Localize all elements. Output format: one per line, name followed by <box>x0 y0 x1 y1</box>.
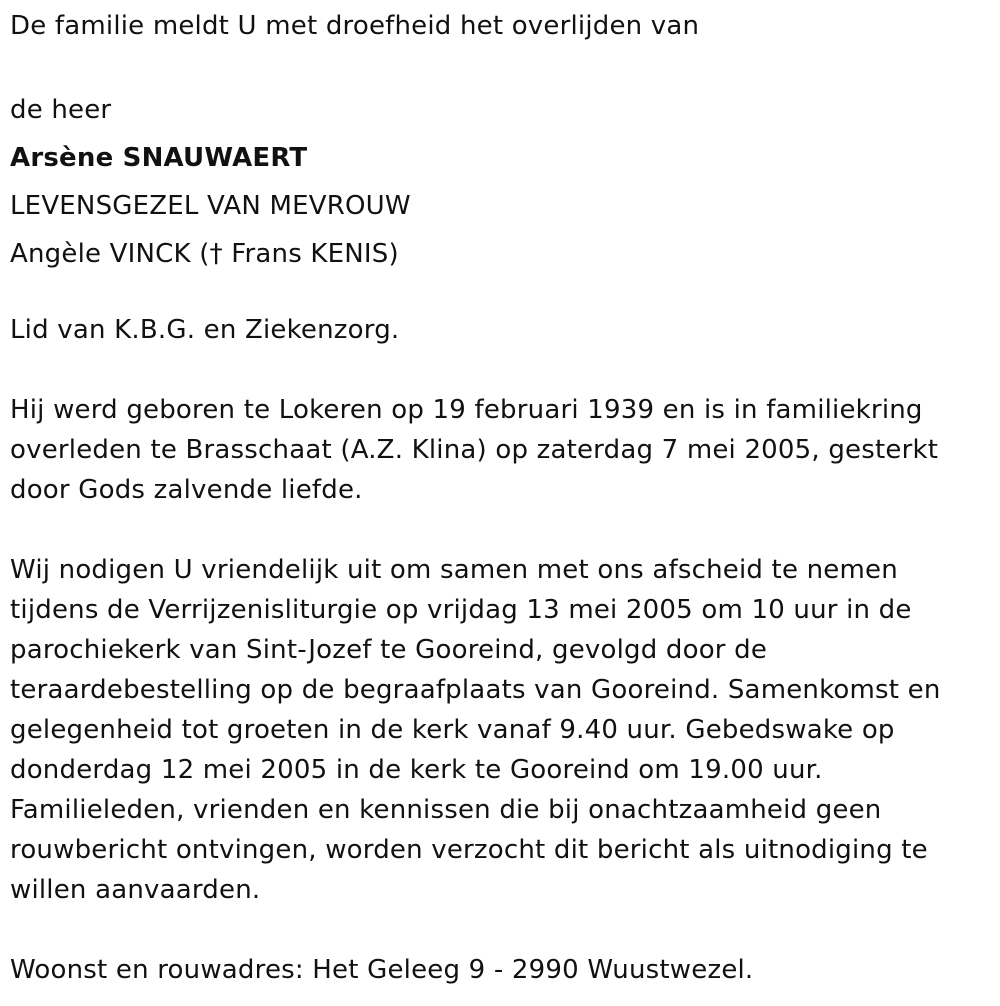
honorific: de heer <box>10 95 112 125</box>
invitation-paragraph <box>10 550 985 910</box>
text-line: Familieleden, vrienden en kennissen die bij onachtzaamheid geen <box>10 795 882 825</box>
relation-text: LEVENSGEZEL VAN MEVROUW <box>10 191 411 221</box>
membership-text: Lid van K.B.G. en Ziekenzorg. <box>10 315 400 345</box>
text-line: rouwbericht ontvingen, worden verzocht dit bericht als uitnodiging te <box>10 835 928 865</box>
deceased-block <box>10 86 985 278</box>
text-line: Wij nodigen U vriendelijk uit om samen met ons afscheid te nemen <box>10 555 898 585</box>
partner-name: Angèle VINCK († Frans KENIS) <box>10 239 399 269</box>
intro-text: De familie meldt U met droefheid het overlijden van <box>10 11 700 41</box>
deceased-name: Arsène SNAUWAERT <box>10 143 308 173</box>
text-line: donderdag 12 mei 2005 in de kerk te Gooreind om 19.00 uur. <box>10 755 823 785</box>
text-line: teraardebestelling op de begraafplaats van Gooreind. Samenkomst en <box>10 675 941 705</box>
text-line: willen aanvaarden. <box>10 875 261 905</box>
text-line: gelegenheid tot groeten in de kerk vanaf 9.40 uur. Gebedswake op <box>10 715 895 745</box>
text-line: Hij werd geboren te Lokeren op 19 februari 1939 en is in familiekring <box>10 395 923 425</box>
text-line: overleden te Brasschaat (A.Z. Klina) op zaterdag 7 mei 2005, gesterkt <box>10 435 939 465</box>
text-line: tijdens de Verrijzenisliturgie op vrijdag 13 mei 2005 om 10 uur in de <box>10 595 912 625</box>
birth-death-paragraph <box>10 390 985 510</box>
address-text: Woonst en rouwadres: Het Geleeg 9 - 2990 Wuustwezel. <box>10 955 754 985</box>
text-line: parochiekerk van Sint-Jozef te Gooreind, gevolgd door de <box>10 635 768 665</box>
death-notice <box>10 6 985 990</box>
text-line: door Gods zalvende liefde. <box>10 475 363 505</box>
